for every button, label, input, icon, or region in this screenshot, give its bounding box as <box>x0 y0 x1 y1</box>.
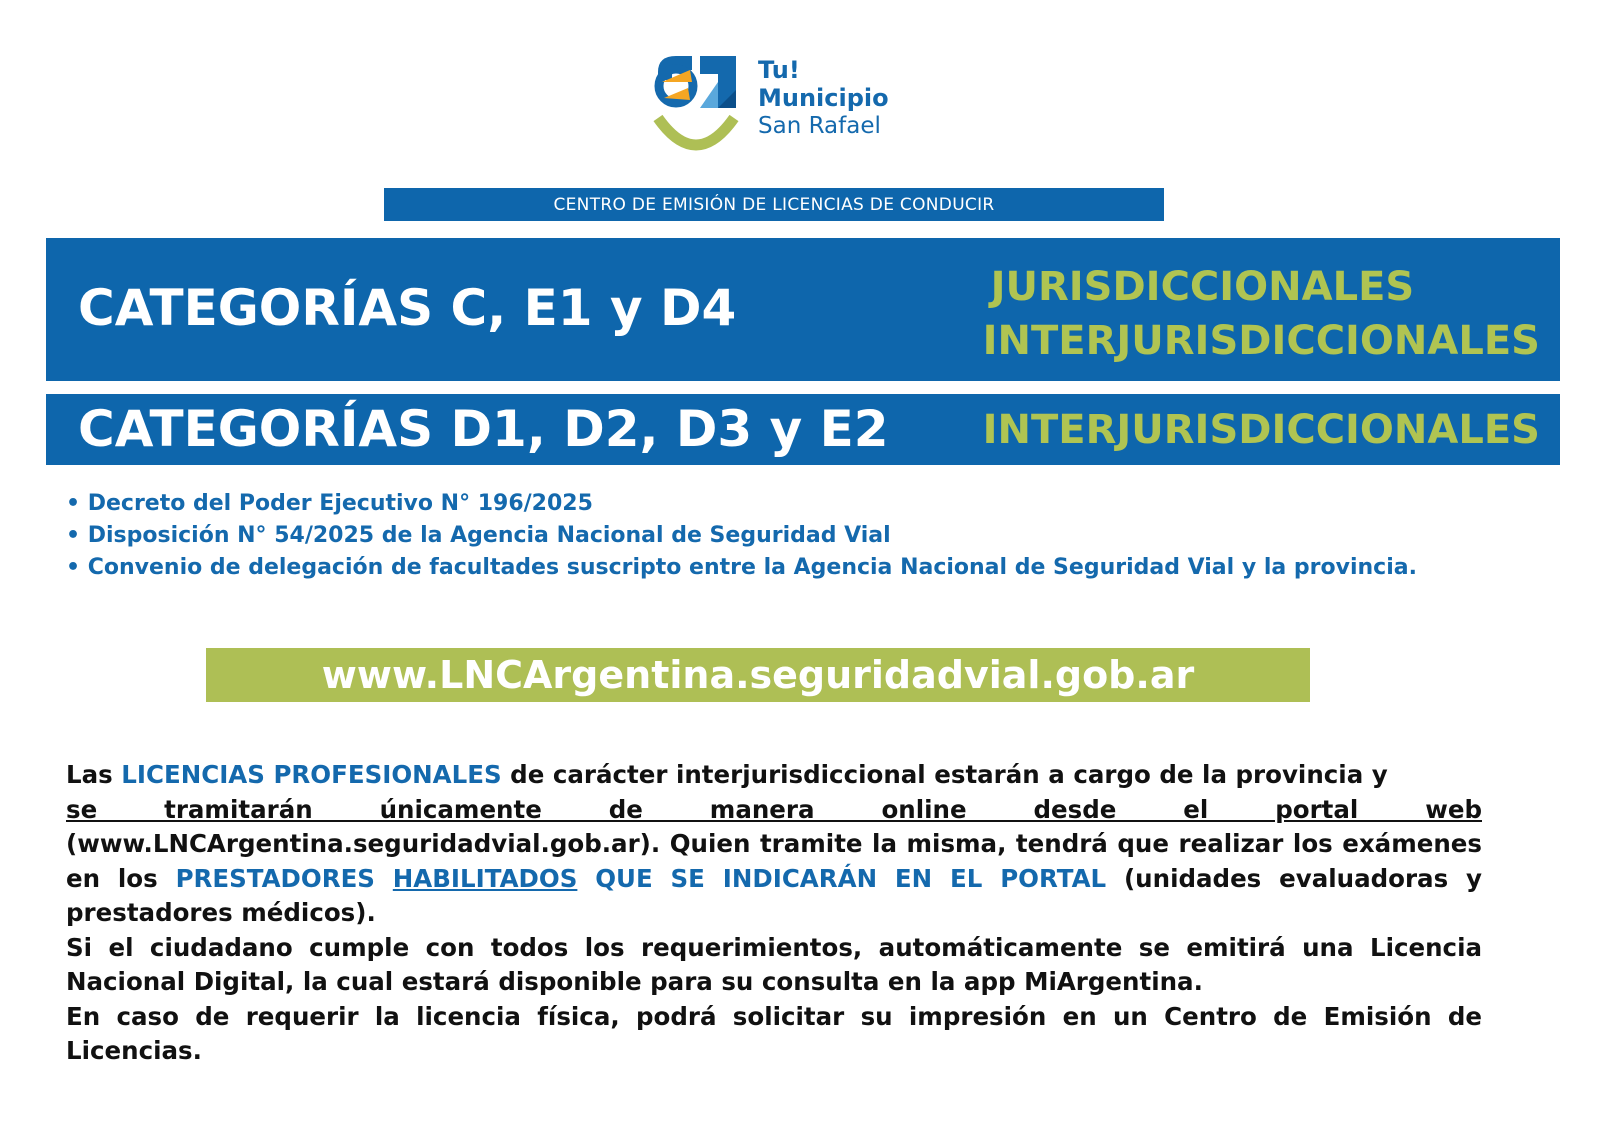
body-paragraph-2: Si el ciudadano cumple con todos los requerimientos, automáticamente se emitirá una Licencia Nacional Digital, la cual estará disponible para su consulta en la app MiArgentina. <box>66 932 1482 996</box>
logo-wordmark <box>758 56 889 140</box>
highlight-professional-licenses: LICENCIAS PROFESIONALES <box>121 760 502 789</box>
body-text-fragment: Las <box>66 760 122 789</box>
body-paragraph-1 <box>66 758 1482 931</box>
portal-url-bar <box>206 648 1310 702</box>
body-text-fragment: (unidades evaluadoras y prestadores médicos). <box>66 863 1482 927</box>
logo-line-3: San Rafael <box>758 113 881 139</box>
center-title-bar <box>384 188 1164 221</box>
band2-title: CATEGORÍAS D1, D2, D3 y E2 <box>78 400 889 458</box>
band2-jurisdiction: INTERJURISDICCIONALES <box>982 407 1540 453</box>
legal-reference-item: • Disposición N° 54/2025 de la Agencia Nacional de Seguridad Vial <box>66 523 891 548</box>
body-text-fragment: (www.LNCArgentina.seguridadvial.gob.ar). Quien tramite la misma, tendrá que realizar los exámenes en los <box>66 829 1482 893</box>
logo-line-1: Tu! <box>758 56 800 84</box>
body-paragraph-3: En caso de requerir la licencia física, podrá solicitar su impresión en un Centro de Emisión de Licencias. <box>66 1001 1482 1065</box>
highlight-enabled: HABILITADOS <box>392 863 578 893</box>
legal-reference-item: • Convenio de delegación de facultades suscripto entre la Agencia Nacional de Seguridad Vial y la provincia. <box>66 555 1417 580</box>
legal-reference-item: • Decreto del Poder Ejecutivo N° 196/2025 <box>66 491 593 516</box>
body-text <box>66 758 1482 1069</box>
center-title: CENTRO DE EMISIÓN DE LICENCIAS DE CONDUCIR <box>553 194 995 215</box>
underlined-online-statement: se tramitarán únicamente de manera online desde el portal web <box>66 794 1482 824</box>
band1-jurisdiction <box>983 260 1540 368</box>
highlight-providers: PRESTADORES <box>175 863 375 893</box>
logo-line-2: Municipio <box>758 84 889 112</box>
highlight-portal-indication: QUE SE INDICARÁN EN EL PORTAL <box>595 863 1107 893</box>
band1-right-line1: JURISDICCIONALES <box>990 264 1415 310</box>
municipio-logo-icon <box>648 52 744 164</box>
band1-right-line2: INTERJURISDICCIONALES <box>982 318 1540 364</box>
legal-references <box>66 488 1482 584</box>
municipio-logo <box>648 52 908 164</box>
categories-band-1 <box>46 238 1560 381</box>
portal-url: www.LNCArgentina.seguridadvial.gob.ar <box>321 653 1195 697</box>
body-text-fragment: de carácter interjurisdiccional estarán a cargo de la provincia y <box>501 760 1388 789</box>
band1-title: CATEGORÍAS C, E1 y D4 <box>78 279 737 337</box>
categories-band-2 <box>46 394 1560 465</box>
